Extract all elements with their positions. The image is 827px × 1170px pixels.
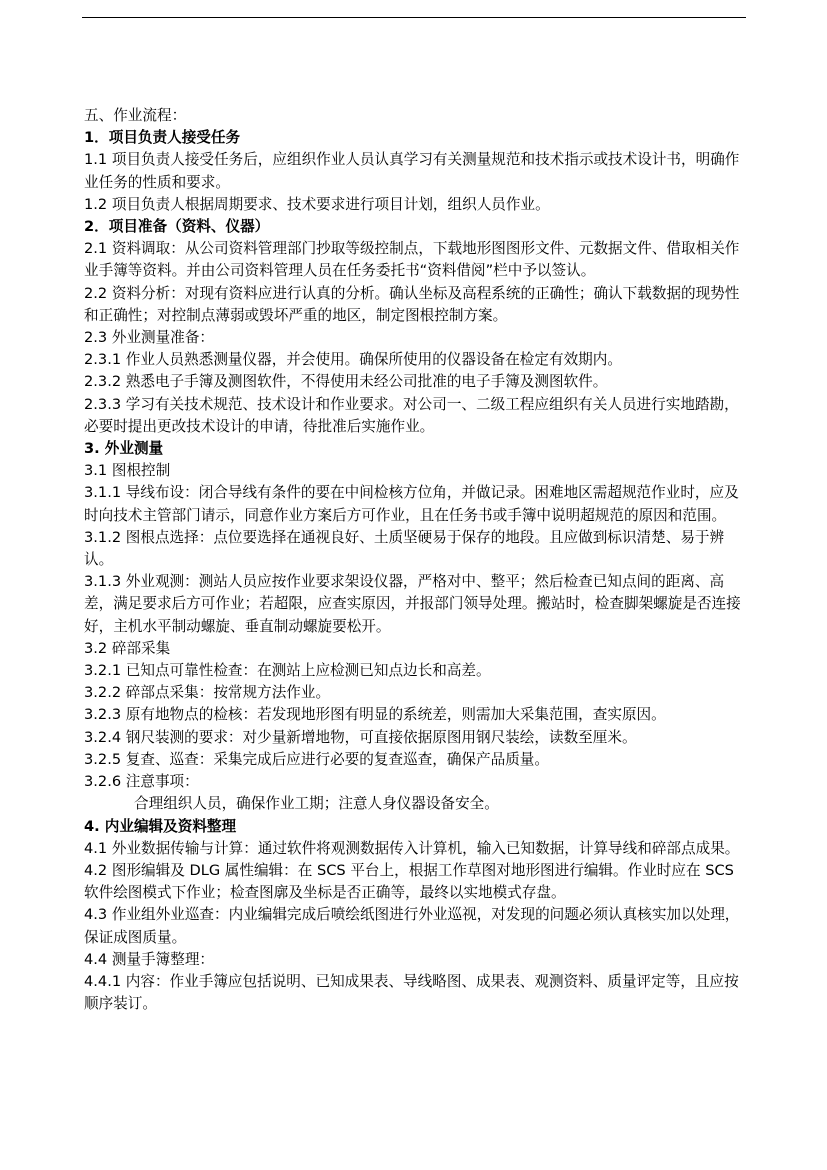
paragraph-2-3: 2.3 外业测量准备：: [84, 329, 215, 347]
paragraph-2-3-2: 2.3.2 熟悉电子手簿及测图软件，不得使用未经公司批准的电子手簿及测图软件。: [84, 373, 608, 391]
paragraph-3-2-5: 3.2.5 复查、巡查：采集完成后应进行必要的复查巡查，确保产品质量。: [84, 750, 549, 768]
paragraph-4-2: 4.2 图形编辑及 DLG 属性编辑：在 SCS 平台上，根据工作草图对地形图进行编辑。作业时应在 SCS 软件绘图模式下作业；检查图廓及坐标是否正确等，最终以实地模式存盘。: [84, 861, 734, 902]
paragraph-3-1-1: 3.1.1 导线布设：闭合导线有条件的要在中间检核方位角，并做记录。困难地区需超规范作业时，应及时向技术主管部门请示，同意作业方案后方可作业，且在任务书或手簿中说明超规范的原因和范围。: [84, 484, 739, 524]
document-body: [84, 105, 746, 1015]
header-rule: [82, 17, 746, 18]
paragraph-3-2: 3.2 碎部采集: [84, 639, 171, 657]
paragraph-2-3-3: 2.3.3 学习有关技术规范、技术设计和作业要求。对公司一、二级工程应组织有关人员进行实地踏勘，必要时提出更改技术设计的申请，待批准后实施作业。: [84, 395, 739, 435]
paragraph-3-1-3: 3.1.3 外业观测：测站人员应按作业要求架设仪器，严格对中、整平；然后检查已知点间的距离、高差，满足要求后方可作业；若超限，应查实原因，并报部门领导处理。搬站时，检查脚架螺旋是否连接好，主机水平制动螺旋、垂直制动螺旋要松开。: [84, 573, 741, 635]
paragraph-3-2-2: 3.2.2 碎部点采集：按常规方法作业。: [84, 684, 331, 702]
paragraph-3-1-2: 3.1.2 图根点选择：点位要选择在通视良好、土质坚硬易于保存的地段。且应做到标识清楚、易于辨认。: [84, 528, 725, 569]
section-title: 五、作业流程：: [84, 107, 187, 124]
paragraph-3-2-6-note: 合理组织人员，确保作业工期；注意人身仪器设备安全。: [134, 795, 499, 813]
heading-1: 1．项目负责人接受任务: [84, 129, 241, 147]
paragraph-4-3: 4.3 作业组外业巡查：内业编辑完成后喷绘纸图进行外业巡视，对发现的问题必须认真核实加以处理，保证成图质量。: [84, 906, 740, 946]
paragraph-2-1: 2.1 资料调取：从公司资料管理部门抄取等级控制点，下载地形图图形文件、元数据文件、借取相关作业手簿等资料。并由公司资料管理人员在任务委托书“资料借阅”栏中予以签认。: [84, 240, 740, 280]
paragraph-3-2-6: 3.2.6 注意事项：: [84, 773, 199, 791]
heading-3: 3. 外业测量: [84, 440, 164, 458]
heading-2: 2．项目准备（资料、仪器）: [84, 218, 270, 236]
paragraph-1-1: 1.1 项目负责人接受任务后，应组织作业人员认真学习有关测量规范和技术指示或技术设计书，明确作业任务的性质和要求。: [84, 151, 740, 191]
paragraph-2-2: 2.2 资料分析：对现有资料应进行认真的分析。确认坐标及高程系统的正确性；确认下载数据的现势性和正确性；对控制点薄弱或毁坏严重的地区，制定图根控制方案。: [84, 284, 740, 324]
paragraph-3-2-1: 3.2.1 已知点可靠性检查：在测站上应检测已知点边长和高差。: [84, 662, 491, 680]
paragraph-3-2-3: 3.2.3 原有地物点的检核：若发现地形图有明显的系统差，则需加大采集范围，查实原因。: [84, 706, 666, 724]
paragraph-4-1: 4.1 外业数据传输与计算：通过软件将观测数据传入计算机，输入已知数据，计算导线和碎部点成果。: [84, 839, 740, 857]
paragraph-3-1: 3.1 图根控制: [84, 462, 171, 480]
paragraph-1-2: 1.2 项目负责人根据周期要求、技术要求进行项目计划，组织人员作业。: [84, 195, 550, 213]
paragraph-3-2-4: 3.2.4 钢尺装测的要求：对少量新增地物，可直接依据原图用钢尺装绘，读数至厘米。: [84, 728, 637, 746]
heading-4: 4. 内业编辑及资料整理: [84, 817, 237, 835]
paragraph-4-4: 4.4 测量手簿整理：: [84, 950, 215, 968]
paragraph-2-3-1: 2.3.1 作业人员熟悉测量仪器，并会使用。确保所使用的仪器设备在检定有效期内。: [84, 351, 622, 369]
paragraph-4-4-1: 4.4.1 内容：作业手簿应包括说明、已知成果表、导线略图、成果表、观测资料、质量评定等，且应按顺序装订。: [84, 972, 739, 1013]
